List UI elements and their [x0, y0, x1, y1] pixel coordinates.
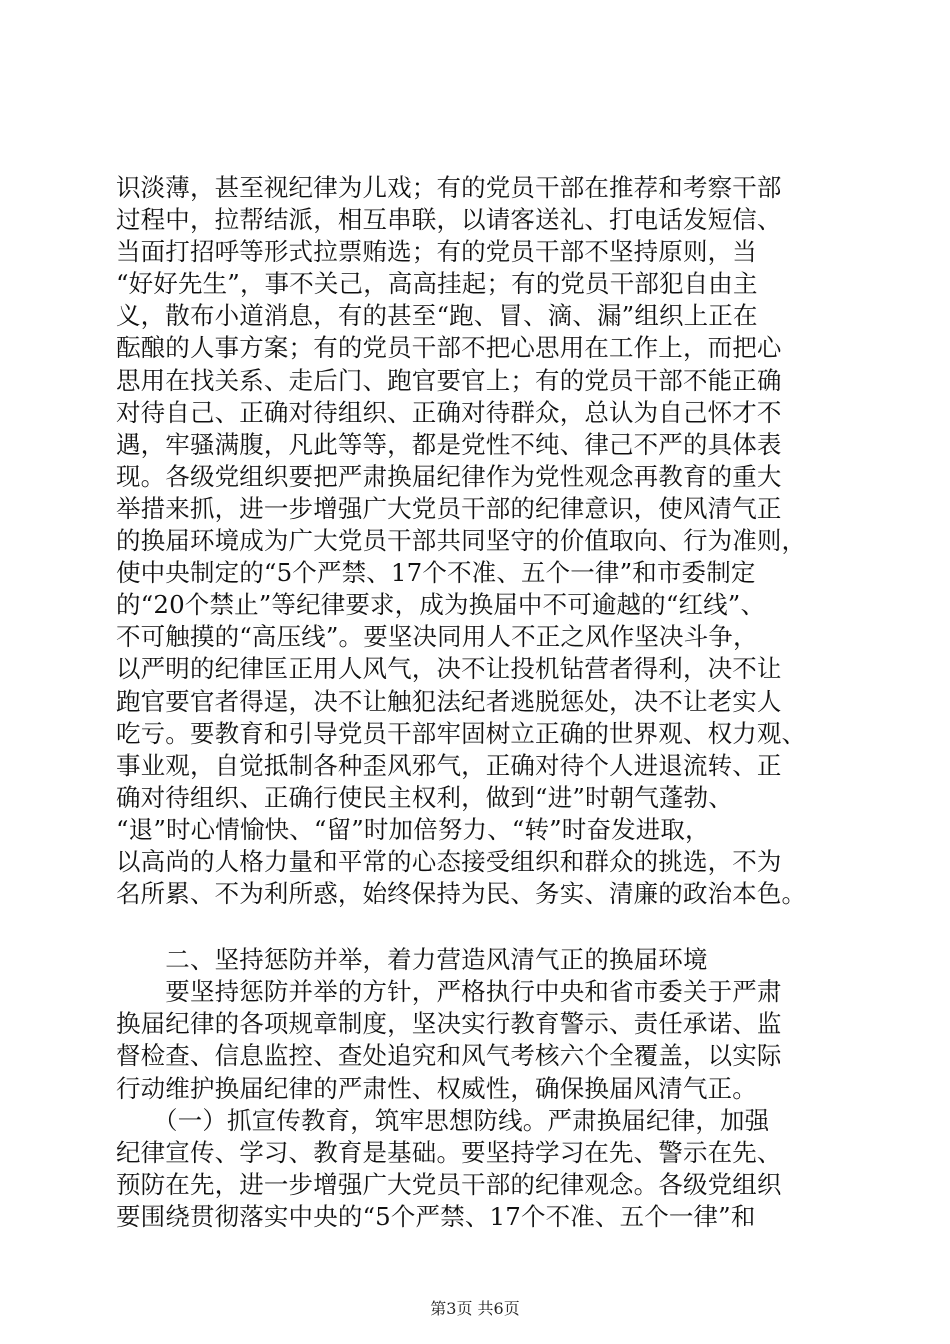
text-line: 举措来抓，进一步增强广大党员干部的纪律意识，使风清气正 — [116, 493, 782, 523]
text-line: 要围绕贯彻落实中央的“5个严禁、17个不准、五个一律”和 — [116, 1201, 756, 1231]
text-line: 义，散布小道消息，有的甚至“跑、冒、滴、漏”组织上正在 — [116, 301, 758, 331]
text-line: 酝酿的人事方案；有的党员干部不把心思用在工作上，而把心 — [116, 333, 782, 363]
text-line: “好好先生”，事不关己，高高挂起；有的党员干部犯自由主 — [116, 269, 758, 299]
paragraph-2 — [116, 976, 836, 1104]
text-line: 的“20个禁止”等纪律要求，成为换届中不可逾越的“红线”、 — [116, 590, 766, 620]
text-line: 不可触摸的“高压线”。要坚决同用人不正之风作坚决斗争， — [116, 622, 758, 652]
text-line: 吃亏。要教育和引导党员干部牢固树立正确的世界观、权力观、 — [116, 718, 807, 748]
text-line: 思用在找关系、走后门、跑官要官上；有的党员干部不能正确 — [116, 365, 782, 395]
paragraph-3 — [116, 1105, 836, 1233]
text-line: 跑官要官者得逞，决不让触犯法纪者逃脱惩处，决不让老实人 — [116, 686, 782, 716]
text-line: 现。各级党组织要把严肃换届纪律作为党性观念再教育的重大 — [116, 461, 782, 491]
text-line: 当面打招呼等形式拉票贿选；有的党员干部不坚持原则，当 — [116, 237, 757, 267]
page-footer — [0, 1299, 950, 1319]
text-line: 预防在先，进一步增强广大党员干部的纪律观念。各级党组织 — [116, 1169, 782, 1199]
total-pages: 共6页 — [477, 1299, 520, 1318]
text-line: 的换届环境成为广大党员干部共同坚守的价值取向、行为准则， — [116, 526, 807, 556]
text-line: 对待自己、正确对待组织、正确对待群众，总认为自己怀才不 — [116, 397, 782, 427]
text-line: 以严明的纪律匡正用人风气，决不让投机钻营者得利，决不让 — [116, 654, 782, 684]
text-line: 换届纪律的各项规章制度，坚决实行教育警示、责任承诺、监 — [116, 1009, 782, 1039]
text-line: 遇，牢骚满腹，凡此等等，都是党性不纯、律己不严的具体表 — [116, 429, 782, 459]
document-body — [116, 172, 836, 1233]
section-heading: 二、坚持惩防并举，着力营造风清气正的换届环境 — [116, 945, 708, 975]
text-line: 行动维护换届纪律的严肃性、权威性，确保换届风清气正。 — [116, 1073, 757, 1103]
text-line: 确对待组织、正确行使民主权利，做到“进”时朝气蓬勃、 — [116, 782, 733, 812]
text-line: 过程中，拉帮结派，相互串联，以请客送礼、打电话发短信、 — [116, 205, 782, 235]
paragraph-1 — [116, 172, 836, 910]
text-line: 以高尚的人格力量和平常的心态接受组织和群众的挑选，不为 — [116, 846, 782, 876]
text-line: 名所累、不为利所惑，始终保持为民、务实、清廉的政治本色。 — [116, 879, 807, 909]
text-line: 督检查、信息监控、查处追究和风气考核六个全覆盖，以实际 — [116, 1041, 782, 1071]
text-line: 纪律宣传、学习、教育是基础。要坚持学习在先、警示在先、 — [116, 1137, 782, 1167]
text-line: （一）抓宣传教育，筑牢思想防线。严肃换届纪律，加强 — [116, 1105, 770, 1135]
text-line: 使中央制定的“5个严禁、17个不准、五个一律”和市委制定 — [116, 558, 756, 588]
text-line: 要坚持惩防并举的方针，严格执行中央和省市委关于严肃 — [116, 977, 782, 1007]
paragraph-gap — [116, 910, 836, 944]
text-line: 识淡薄，甚至视纪律为儿戏；有的党员干部在推荐和考察干部 — [116, 173, 782, 202]
text-line: “退”时心情愉快、“留”时加倍努力、“转”时奋发进取， — [116, 814, 710, 844]
page-number: 第3页 — [430, 1299, 473, 1318]
text-line: 事业观，自觉抵制各种歪风邪气，正确对待个人进退流转、正 — [116, 750, 782, 780]
